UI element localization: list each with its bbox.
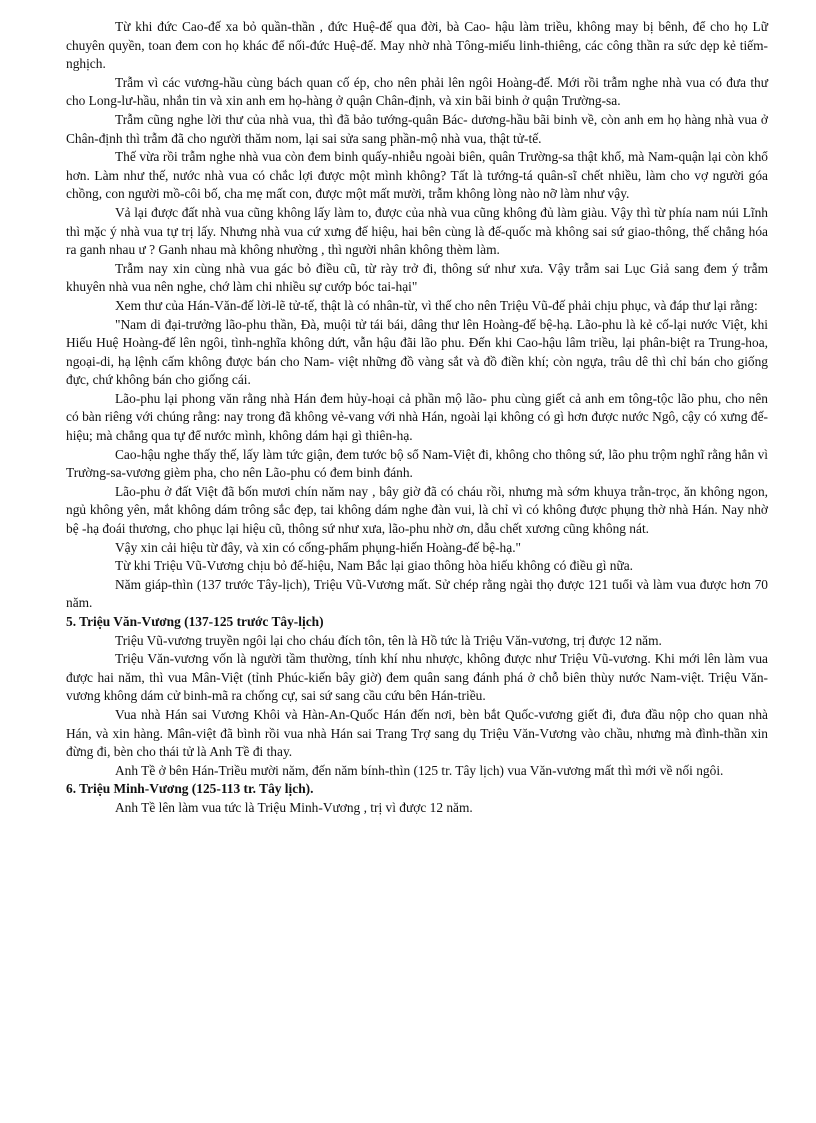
paragraph: "Nam di đại-trưởng lão-phu thần, Đà, muội tử tái bái, dâng thư lên Hoàng-đế bệ-hạ. Lão-phu là kẻ cố-lại nước Việt, khi Hiếu Huệ Hoàng-đế lên ngôi, tình-nghĩa không dứt, vẫn hậu đãi lão phu. Đến khi Cao-hậu lâm triều, lại phân-biệt ra Trung-hoa, ngoại-di, hạ lệnh cấm không được bán cho Nam- việt những đồ vàng sắt và đồ điền khí; còn ngựa, trâu dê thì chỉ bán cho giống đực, chứ không bán cho giống cái. — [66, 316, 768, 388]
paragraph: Từ khi Triệu Vũ-Vương chịu bỏ đế-hiệu, Nam Bắc lại giao thông hòa hiếu không có điều gì nữa. — [115, 558, 634, 574]
paragraph: Thế vừa rồi trẫm nghe nhà vua còn đem binh quấy-nhiễu ngoài biên, quân Trường-sa thật khổ, mà Nam-quận lại còn khổ hơn. Làm như thế, nước nhà vua có chắc lợi được một mình không? Tất là tướng-tá quân-sĩ chết nhiều, làm cho vợ người góa chồng, con người mồ-côi bố, cha mẹ mất con, được một mất mười, trẫm không lòng nào nỡ làm như vậy. — [66, 149, 768, 202]
paragraph: Vậy xin cải hiệu từ đây, và xin có cống-phẩm phụng-hiến Hoàng-đế bệ-hạ." — [115, 539, 522, 555]
paragraph: Lão-phu lại phong văn rằng nhà Hán đem hủy-hoại cả phần mộ lão- phu cùng giết cả anh em tông-tộc lão phu, cho nên có bàn riêng với chúng rằng: nay trong đã không vẻ-vang với nhà Hán, ngoài lại không có gì hơn được nước Ngô, cậy có xưng đế-hiệu; mà chẳng qua tự để nước mình, không dám hại gì thiên-hạ. — [66, 390, 768, 444]
document-page — [66, 18, 768, 818]
section-heading: 5. Triệu Văn-Vương (137-125 trước Tây-lịch) — [66, 614, 324, 629]
paragraph: Vả lại được đất nhà vua cũng không lấy làm to, được của nhà vua cũng không đủ làm giàu. Vậy thì từ phía nam núi Lĩnh thì mặc ý nhà vua tự trị lấy. Nhưng nhà vua cứ xưng đế hiệu, hai bên cùng là đế-quốc mà không sai sứ giao-thông, thế chẳng hóa ra ganh nhau ư ? Ganh nhau mà không nhường , thì người nhân không thèm làm. — [66, 204, 768, 258]
paragraph: Lão-phu ở đất Việt đã bốn mươi chín năm nay , bây giờ đã có cháu rồi, nhưng mà sớm khuya trằn-trọc, ăn không ngon, ngủ không yên, mắt không dám trông sắc đẹp, tai không dám nghe đàn vui, là chỉ vì có không được phụng thờ nhà Hán. Nay nhờ bệ -hạ đoái thương, cho phục lại hiệu cũ, thông sứ như xưa, lão-phu nhờ ơn, dẫu chết xương cũng không nát. — [66, 483, 768, 537]
paragraph: Anh Tề lên làm vua tức là Triệu Minh-Vương , trị vì được 12 năm. — [115, 799, 473, 815]
paragraph: Trẫm nay xin cùng nhà vua gác bỏ điều cũ, từ rày trở đi, thông sứ như xưa. Vậy trẫm sai Lục Giả sang đem ý trẫm khuyên nhà vua nên nghe, chớ làm chi nhiều sự cướp bóc tai-hại" — [66, 260, 768, 295]
paragraph: Cao-hậu nghe thấy thế, lấy làm tức giận, đem tước bộ sổ Nam-Việt đi, không cho thông sứ, lão phu trộm nghĩ rằng hẳn vì Trường-sa-vương gièm pha, cho nên Lão-phu có đem binh đánh. — [66, 446, 768, 481]
paragraph: Trẫm vì các vương-hầu cùng bách quan cố ép, cho nên phải lên ngôi Hoàng-đế. Mới rồi trẫm nghe nhà vua có đưa thư cho Long-lư-hầu, nhắn tin và xin anh em họ-hàng ở quận Chân-định, và xin bãi binh ở quận Trường-sa. — [66, 74, 768, 109]
paragraph: Triệu Vũ-vương truyền ngôi lại cho cháu đích tôn, tên là Hồ tức là Triệu Văn-vương, trị được 12 năm. — [115, 632, 662, 648]
paragraph: Năm giáp-thìn (137 trước Tây-lịch), Triệu Vũ-Vương mất. Sử chép rằng ngài thọ được 121 tuổi và làm vua được hơn 70 năm. — [66, 576, 768, 611]
paragraph: Trẫm cũng nghe lời thư của nhà vua, thì đã bảo tướng-quân Bác- dương-hầu bãi binh về, còn anh em họ hàng nhà vua ở Chân-định thì trẫm đã cho người thăm nom, lại sai sửa sang phần-mộ nhà vua, thật tử-tế. — [66, 111, 768, 146]
paragraph: Triệu Văn-vương vốn là người tầm thường, tính khí nhu nhược, không được như Triệu Vũ-vương. Khi mới lên làm vua được hai năm, thì vua Mân-Việt (tỉnh Phúc-kiến bây giờ) đem quân sang đánh phá ở chỗ biên thùy nước Nam-việt. Triệu Văn-vương không dám cử binh-mã ra chống cự, sai sứ sang cầu cứu bên Hán-triều. — [66, 651, 768, 704]
section-heading: 6. Triệu Minh-Vương (125-113 tr. Tây lịch). — [66, 781, 314, 797]
paragraph: Vua nhà Hán sai Vương Khôi và Hàn-An-Quốc Hán đến nơi, bèn bắt Quốc-vương giết đi, đưa đầu nộp cho quan nhà Hán, và xin hàng. Mân-việt đã bình rồi vua nhà Hán sai Trang Trợ sang dụ Triệu Văn-Vương vào chầu, nhưng mà đình-thần xin đừng đi, bèn cho thái tử là Anh Tề đi thay. — [66, 706, 768, 760]
paragraph: Anh Tề ở bên Hán-Triều mười năm, đến năm bính-thìn (125 tr. Tây lịch) vua Văn-vương mất thì mới về nối ngôi. — [115, 762, 724, 778]
paragraph: Xem thư của Hán-Văn-đế lời-lẽ tử-tế, thật là có nhân-từ, vì thế cho nên Triệu Vũ-đế phải chịu phục, và đáp thư lại rằng: — [115, 297, 758, 313]
paragraph: Từ khi đức Cao-đế xa bỏ quần-thần , đức Huệ-đế qua đời, bà Cao- hậu làm triều, không may bị bênh, để cho họ Lữ chuyên quyền, toan đem con họ khác để nối-đức Huệ-đế. May nhờ nhà Tông-miếu linh-thiêng, các công thần ra sức dẹp kẻ tiếm-nghịch. — [66, 19, 768, 72]
